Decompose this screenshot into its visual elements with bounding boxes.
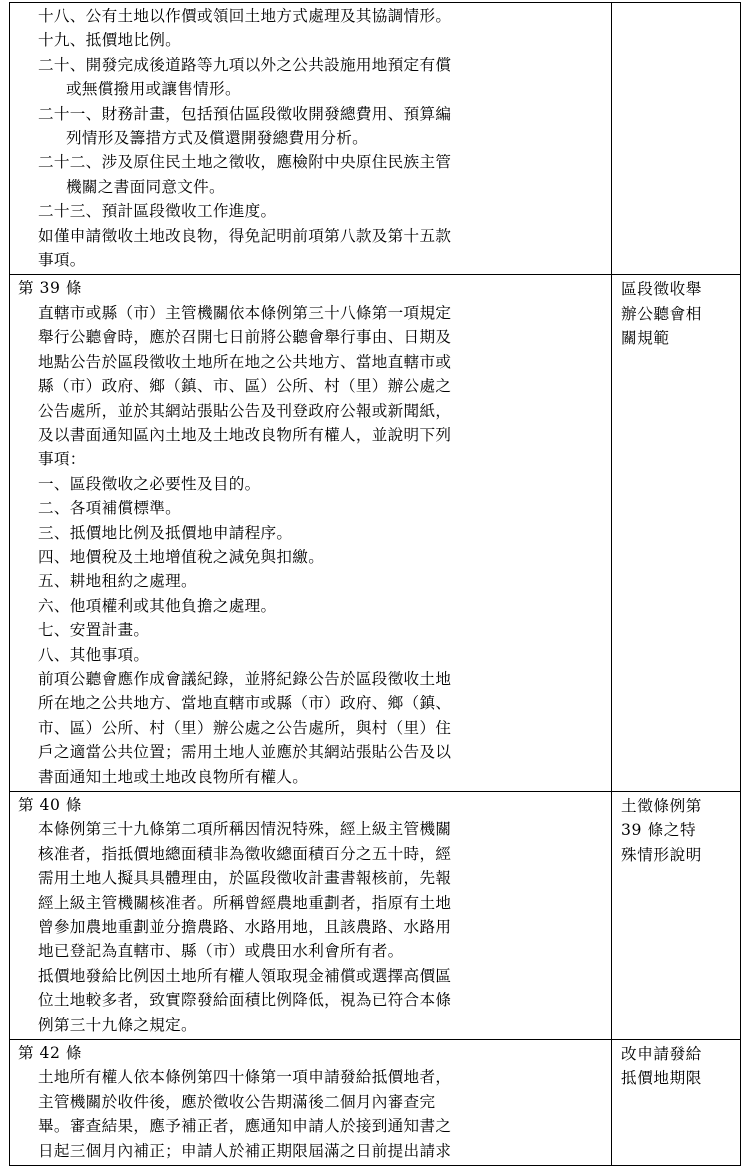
note-line: 39 條之特 — [621, 821, 697, 840]
article-row-a39 — [10, 275, 741, 792]
article-line: 舉行公聽會時，應於召開七日前將公聽會舉行事由、日期及 — [38, 328, 452, 347]
article-line: 十八、公有土地以作價或領回土地方式處理及其協調情形。 — [38, 7, 452, 25]
article-note-cell — [612, 1040, 741, 1166]
article-text-cell — [10, 3, 612, 275]
article-line: 二、各項補償標準。 — [38, 499, 182, 518]
article-note-cell — [612, 792, 741, 1040]
article-line: 事項： — [38, 450, 86, 469]
article-note-cell — [612, 275, 741, 792]
article-line: 核准者，指抵價地總面積非為徵收總面積百分之五十時，經 — [38, 844, 452, 863]
note-line: 關規範 — [621, 329, 670, 348]
article-line: 日起三個月內補正；申請人於補正期限屆滿之日前提出請求 — [38, 1141, 452, 1160]
article-line: 及以書面通知區內土地及土地改良物所有權人，並說明下列 — [38, 425, 452, 444]
article-line: 主管機關於收件後，應於徵收公告期滿後二個月內審查完 — [38, 1092, 436, 1111]
article-line: 畢。審查結果，應予補正者，應通知申請人於接到通知書之 — [38, 1117, 452, 1136]
regulation-table-body — [10, 3, 741, 1166]
regulation-table — [9, 2, 741, 1166]
article-line: 例第三十九條之規定。 — [38, 1015, 197, 1034]
article-line: 十九、抵價地比例。 — [38, 31, 182, 50]
note-line: 改申請發給 — [621, 1045, 702, 1064]
article-line: 市、區）公所、村（里）辦公處之公告處所，與村（里）住 — [38, 718, 452, 737]
article-row-a42 — [10, 1040, 741, 1166]
article-line: 二十一、財務計畫，包括預估區段徵收開發總費用、預算編 — [38, 104, 452, 123]
article-line: 如僅申請徵收土地改良物，得免記明前項第八款及第十五款 — [38, 226, 452, 245]
article-line: 公告處所，並於其網站張貼公告及刊登政府公報或新聞紙， — [38, 401, 452, 420]
article-note-cell — [612, 3, 741, 275]
article-row-cont — [10, 3, 741, 275]
article-line: 機關之書面同意文件。 — [66, 177, 225, 196]
article-line: 三、抵價地比例及抵價地申請程序。 — [38, 523, 293, 542]
article-line: 六、他項權利或其他負擔之處理。 — [38, 596, 277, 615]
article-line: 位土地較多者，致實際發給面積比例降低，視為已符合本條 — [38, 991, 452, 1010]
article-line: 事項。 — [38, 251, 86, 270]
article-line: 所在地之公共地方、當地直轄市或縣（市）政府、鄉（鎮、 — [38, 694, 452, 713]
note-line: 辦公聽會相 — [621, 304, 702, 323]
article-text-cell — [10, 1040, 612, 1166]
article-line: 或無償撥用或讓售情形。 — [66, 80, 241, 99]
article-line: 縣（市）政府、鄉（鎮、市、區）公所、村（里）辦公處之 — [38, 377, 452, 396]
article-heading: 第 39 條 — [18, 279, 82, 298]
article-line: 列情形及籌措方式及償還開發總費用分析。 — [66, 129, 368, 148]
note-line: 土徵條例第 — [621, 797, 702, 815]
article-line: 四、地價稅及土地增值稅之減免與扣繳。 — [38, 547, 325, 566]
article-line: 戶之適當公共位置；需用土地人並應於其網站張貼公告及以 — [38, 743, 452, 762]
article-text-cell — [10, 792, 612, 1040]
article-heading: 第 42 條 — [18, 1044, 82, 1063]
article-line: 二十三、預計區段徵收工作進度。 — [38, 202, 277, 221]
note-line: 抵價地期限 — [621, 1069, 702, 1088]
article-line: 七、安置計畫。 — [38, 621, 150, 640]
article-line: 曾參加農地重劃並分擔農路、水路用地，且該農路、水路用 — [38, 918, 452, 937]
article-line: 需用土地人擬具具體理由，於區段徵收計畫書報核前，先報 — [38, 869, 452, 888]
article-line: 八、其他事項。 — [38, 645, 150, 664]
article-text-cell — [10, 275, 612, 792]
article-line: 本條例第三十九條第二項所稱因情況特殊，經上級主管機關 — [38, 820, 452, 839]
article-line: 直轄市或縣（市）主管機關依本條例第三十八條第一項規定 — [38, 303, 452, 322]
article-line: 地點公告於區段徵收土地所在地之公共地方、當地直轄市或 — [38, 352, 452, 371]
article-line: 土地所有權人依本條例第四十條第一項申請發給抵價地者， — [38, 1068, 452, 1087]
note-line: 殊情形說明 — [621, 845, 702, 864]
article-row-a40 — [10, 792, 741, 1040]
article-line: 經上級主管機關核准者。所稱曾經農地重劃者，指原有土地 — [38, 893, 452, 912]
article-line: 五、耕地租約之處理。 — [38, 572, 197, 591]
article-line: 書面通知土地或土地改良物所有權人。 — [38, 767, 309, 786]
article-line: 抵價地發給比例因土地所有權人領取現金補償或選擇高價區 — [38, 966, 452, 985]
article-heading: 第 40 條 — [18, 796, 82, 814]
article-line: 二十二、涉及原住民土地之徵收，應檢附中央原住民族主管 — [38, 153, 452, 172]
article-line: 一、區段徵收之必要性及目的。 — [38, 474, 261, 493]
article-line: 地已登記為直轄市、縣（市）或農田水利會所有者。 — [38, 942, 404, 961]
article-line: 二十、開發完成後道路等九項以外之公共設施用地預定有償 — [38, 55, 452, 74]
article-line: 前項公聽會應作成會議紀錄，並將紀錄公告於區段徵收土地 — [38, 669, 452, 688]
note-line: 區段徵收舉 — [621, 280, 702, 299]
